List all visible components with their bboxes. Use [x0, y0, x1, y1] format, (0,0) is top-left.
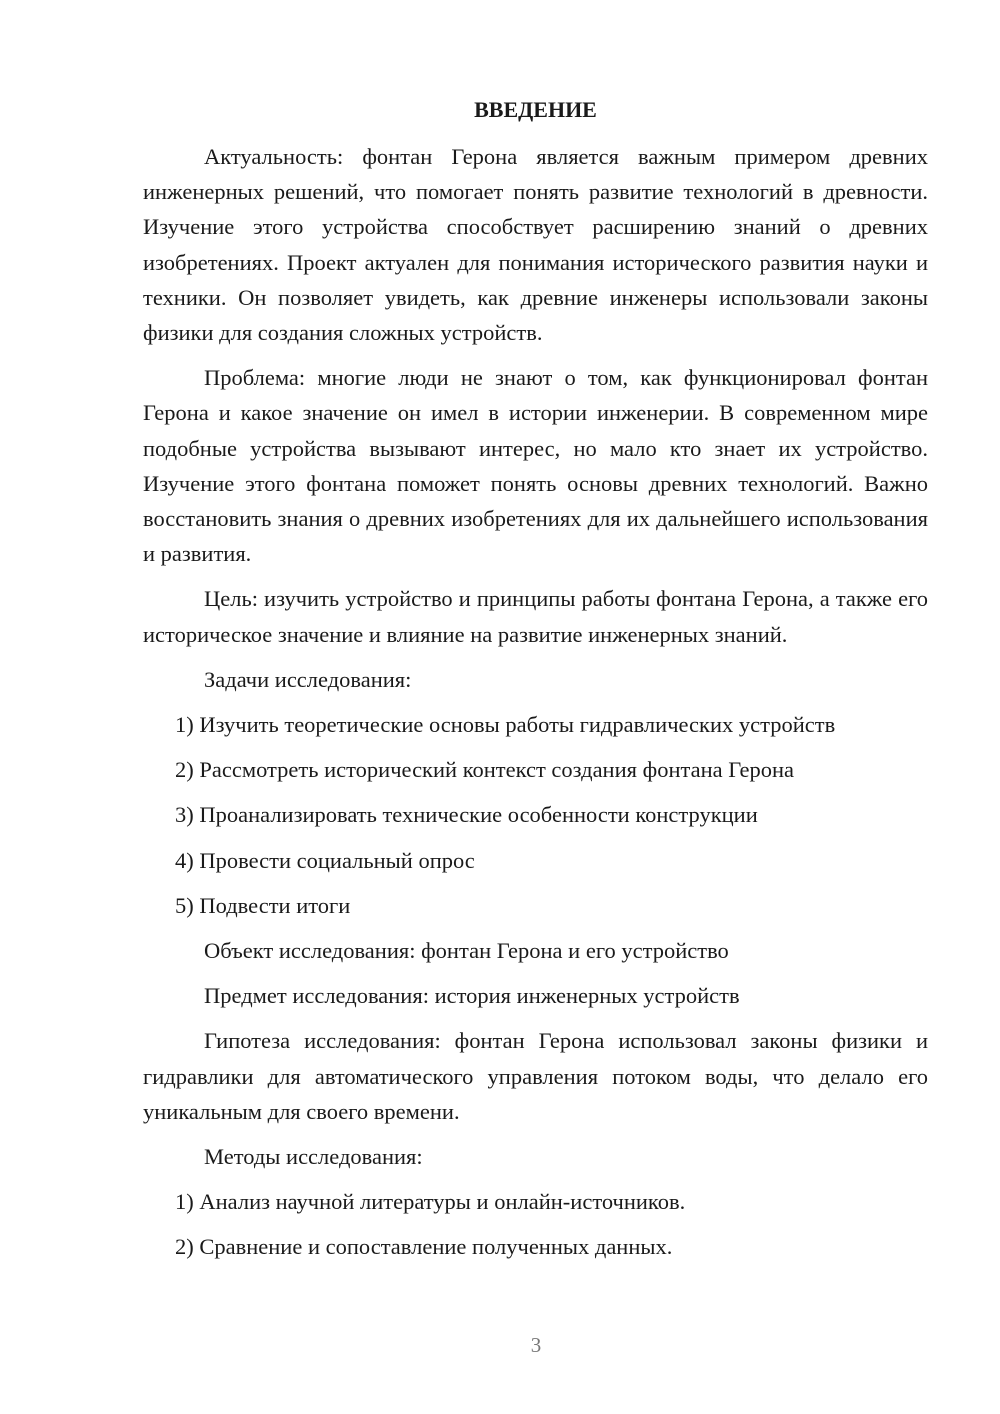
page-title: ВВЕДЕНИЕ [474, 97, 597, 122]
methods-heading: Методы исследования: [204, 1144, 423, 1170]
hypothesis-paragraph: Гипотеза исследования: фонтан Герона использовал законы физики и гидравлики для автоматического управления потоком воды, что делало его уникальным для своего времени. [143, 1028, 928, 1124]
tasks-heading: Задачи исследования: [204, 666, 412, 692]
task-item: 1) Изучить теоретические основы работы гидравлических устройств [175, 712, 836, 738]
problem-paragraph: Проблема: многие люди не знают о том, как функционировал фонтан Герона и какое значение он имел в истории инженерии. В современном мире подобные устройства вызывают интерес, но мало кто знает их устройство. Изучение этого фонтана поможет понять основы древних технологий. Важно восстановить знания о древних изобретениях для их дальнейшего использования и развития. [143, 365, 928, 567]
goal-paragraph: Цель: изучить устройство и принципы работы фонтана Герона, а также его историческое значение и влияние на развитие инженерных знаний. [143, 586, 928, 647]
task-item: 4) Провести социальный опрос [175, 847, 475, 873]
page-number: 3 [530, 1333, 542, 1357]
subject-paragraph: Предмет исследования: история инженерных устройств [204, 983, 740, 1009]
task-item: 3) Проанализировать технические особенности конструкции [175, 802, 758, 828]
method-item: 2) Сравнение и сопоставление полученных данных. [175, 1234, 673, 1260]
methods-list [143, 1184, 928, 1264]
relevance-paragraph: Актуальность: фонтан Герона является важным примером древних инженерных решений, что помогает понять развитие технологий в древности. Изучение этого устройства способствует расширению знаний о древних изобретениях. Проект актуален для понимания исторического развития науки и техники. Он позволяет увидеть, как древние инженеры использовали законы физики для создания сложных устройств. [143, 144, 928, 346]
tasks-list [143, 707, 928, 923]
task-item: 5) Подвести итоги [175, 892, 351, 918]
task-item: 2) Рассмотреть исторический контекст создания фонтана Герона [175, 757, 795, 783]
page-content [143, 95, 928, 1275]
object-paragraph: Объект исследования: фонтан Герона и его устройство [204, 938, 729, 964]
method-item: 1) Анализ научной литературы и онлайн-источников. [175, 1189, 686, 1215]
